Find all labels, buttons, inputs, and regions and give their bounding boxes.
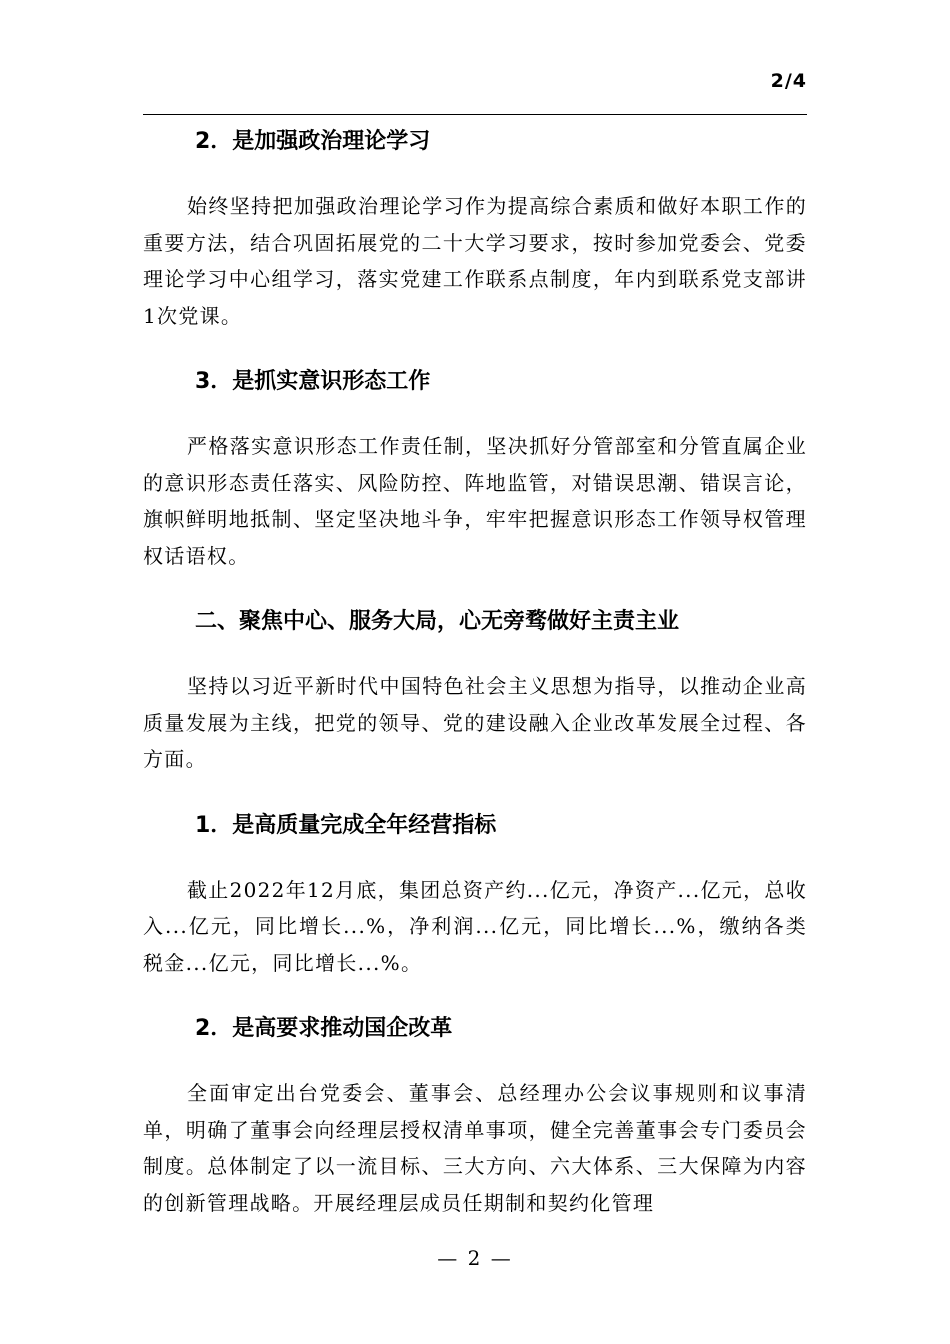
paragraph-operating-targets: 截止2022年12月底，集团总资产约...亿元，净资产...亿元，总收入...亿元，同比增长...%，净利润...亿元，同比增长...%，缴纳各类税金...亿元，同比增长...%。 <box>143 877 807 975</box>
section-heading-ideology-work: 3．是抓实意识形态工作 <box>195 369 431 394</box>
section-heading-soe-reform: 2．是高要求推动国企改革 <box>195 1016 453 1041</box>
header-rule <box>143 114 807 115</box>
section-heading-core-business: 二、聚焦中心、服务大局，心无旁骛做好主责主业 <box>195 609 680 634</box>
footer-page-number: — 2 — <box>437 1246 513 1270</box>
section-heading-political-study: 2．是加强政治理论学习 <box>195 129 431 154</box>
section-heading-operating-targets: 1．是高质量完成全年经营指标 <box>195 812 497 838</box>
paragraph-soe-reform: 全面审定出台党委会、董事会、总经理办公会议事规则和议事清单，明确了董事会向经理层授权清单事项，健全完善董事会专门委员会制度。总体制定了以一流目标、三大方向、六大体系、三大保障为内容的创新管理战略。开展经理层成员任期制和契约化管理 <box>143 1081 807 1215</box>
paragraph-political-study: 始终坚持把加强政治理论学习作为提高综合素质和做好本职工作的重要方法，结合巩固拓展党的二十大学习要求，按时参加党委会、党委理论学习中心组学习，落实党建工作联系点制度，年内到联系党支部讲1次党课。 <box>143 194 807 328</box>
paragraph-core-business: 坚持以习近平新时代中国特色社会主义思想为指导，以推动企业高质量发展为主线，把党的领导、党的建设融入企业改革发展全过程、各方面。 <box>143 674 807 771</box>
page-counter: 2/4 <box>770 70 807 92</box>
document-body <box>143 118 807 1221</box>
paragraph-ideology-work: 严格落实意识形态工作责任制，坚决抓好分管部室和分管直属企业的意识形态责任落实、风险防控、阵地监管，对错误思潮、错误言论，旗帜鲜明地抵制、坚定坚决地斗争，牢牢把握意识形态工作领导权管理权话语权。 <box>143 434 807 568</box>
